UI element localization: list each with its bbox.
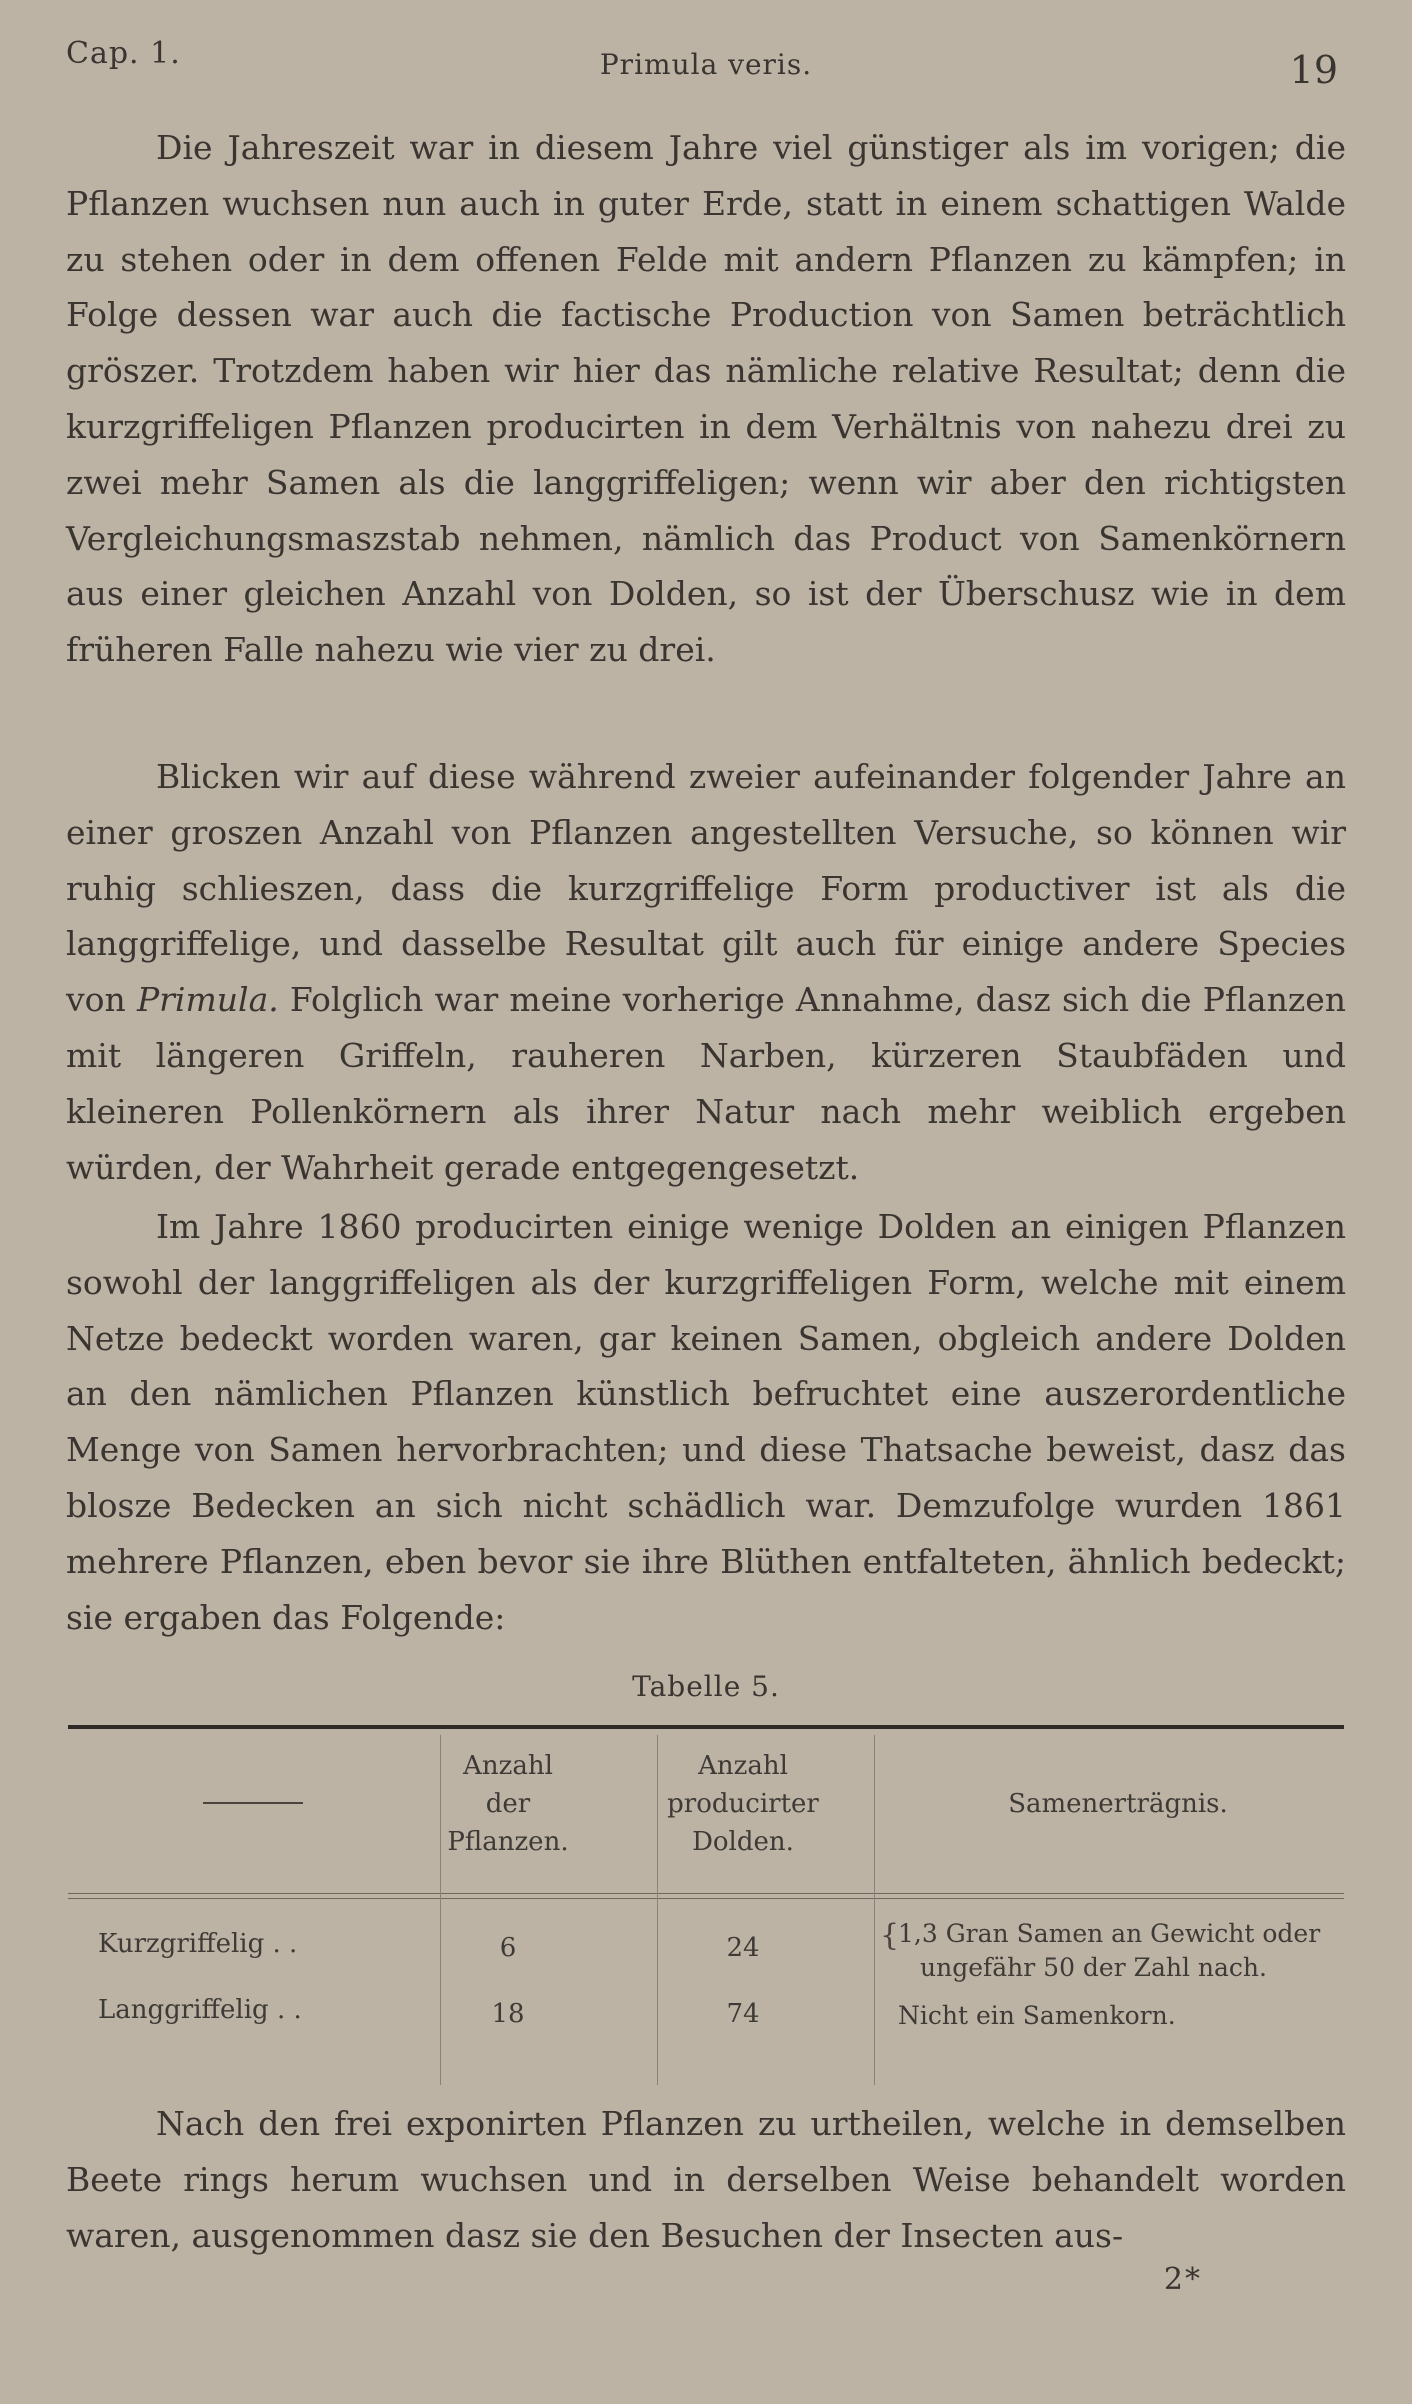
header-dash [203, 1802, 303, 1804]
paragraph-3-text: Im Jahre 1860 producirten einige wenige Dolden an einigen Pflanzen sowohl der langgriffeligen als der kurzgriffeligen Form, welche mit einem Netze bedeckt worden waren, gar keinen Samen, obgleich andere Dolden an den nämlichen Pflanzen künstlich befruchtet eine auszerordentliche Menge von Samen hervorbrachten; und diese Thatsache beweist, dasz das blosze Bedecken an sich nicht schädlich war. Demzufolge wurden 1861 mehrere Pflanzen, eben bevor sie ihre Blüthen entfalteten, ähnlich bedeckt; sie ergaben das Folgende: [66, 1207, 1346, 1637]
header-pflanzen-line: Pflanzen. [447, 1827, 569, 1857]
page-header [66, 30, 1346, 90]
header-dolden-line: Anzahl [698, 1751, 788, 1781]
cell-samen-lang: Nicht ein Samenkorn. [898, 2001, 1176, 2030]
page-number: 19 [1289, 48, 1338, 92]
paragraph-2-text [66, 749, 1346, 1195]
brace-glyph: { [880, 1918, 900, 1953]
header-dolden-line: Dolden. [692, 1827, 794, 1857]
paragraph-4-text: Nach den frei exponirten Pflanzen zu urtheilen, welche in demselben Beete rings herum wuchsen und in derselben Weise behandelt worden waren, ausgenommen dasz sie den Besuchen der Insecten aus- [66, 2104, 1346, 2255]
paragraph-2-after: Folglich war meine vorherige Annahme, dasz sich die Pflanzen mit längeren Griffeln, rauheren Narben, kürzeren Staubfäden und kleineren Pollenkörnern als ihrer Natur nach mehr weiblich ergeben würden, der Wahrheit gerade entgegengesetzt. [66, 980, 1347, 1187]
cell-samen-kurz [898, 1917, 1348, 1985]
genus-name: Primula. [136, 980, 279, 1020]
table-header-rule [68, 1893, 1344, 1894]
paragraph-2-before: Blicken wir auf diese während zweier aufeinander folgender Jahre an einer groszen Anzahl von Pflanzen angestellten Versuche, so können wir ruhig schlieszen, dass die kurzgriffelige Form productiver ist als die langgriffelige, und dasselbe Resultat gilt auch für einige andere Species von [66, 757, 1346, 1020]
table-top-rule [68, 1725, 1344, 1729]
cell-samen-kurz-line2: ungefähr 50 der Zahl nach. [920, 1953, 1267, 1982]
row-label-kurz: Kurzgriffelig . . [98, 1929, 298, 1959]
table-header-rule-2 [68, 1898, 1344, 1899]
column-divider [874, 1735, 875, 2085]
cell-dolden-lang: 74 [726, 1999, 760, 2029]
running-title: Primula veris. [599, 48, 813, 81]
paragraph-4 [66, 2096, 1346, 2263]
table-caption: Tabelle 5. [632, 1670, 780, 1703]
cell-samen-kurz-line1: 1,3 Gran Samen an Gewicht oder [898, 1919, 1321, 1948]
signature-mark: 2* [1163, 2262, 1202, 2297]
header-pflanzen [438, 1747, 578, 1861]
paragraph-3 [66, 1199, 1346, 1645]
data-table [68, 1725, 1344, 2075]
cell-pflanzen-kurz: 6 [499, 1933, 517, 1963]
header-pflanzen-line: der [485, 1789, 531, 1819]
cell-dolden-kurz: 24 [726, 1933, 760, 1963]
paragraph-2 [66, 749, 1346, 1195]
cell-pflanzen-lang: 18 [491, 1999, 525, 2029]
header-samen: Samenerträgnis. [1008, 1789, 1228, 1819]
header-dolden [658, 1747, 828, 1861]
paragraph-1 [66, 120, 1346, 678]
row-label-lang: Langgriffelig . . [98, 1995, 302, 2025]
paragraph-1-text: Die Jahreszeit war in diesem Jahre viel günstiger als im vorigen; die Pflanzen wuchsen nun auch in guter Erde, statt in einem schattigen Walde zu stehen oder in dem offenen Felde mit andern Pflanzen zu kämpfen; in Folge dessen war auch die factische Production von Samen beträchtlich gröszer. Trotzdem haben wir hier das nämliche relative Resultat; denn die kurzgriffeligen Pflanzen producirten in dem Verhältnis von nahezu drei zu zwei mehr Samen als die langgriffeligen; wenn wir aber den richtigsten Vergleichungsmaszstab nehmen, nämlich das Product von Samenkörnern aus einer gleichen Anzahl von Dolden, so ist der Überschusz wie in dem früheren Falle nahezu wie vier zu drei. [66, 128, 1346, 670]
header-pflanzen-line: Anzahl [463, 1751, 553, 1781]
chapter-label: Cap. 1. [66, 36, 181, 71]
header-dolden-line: producirter [667, 1789, 819, 1819]
